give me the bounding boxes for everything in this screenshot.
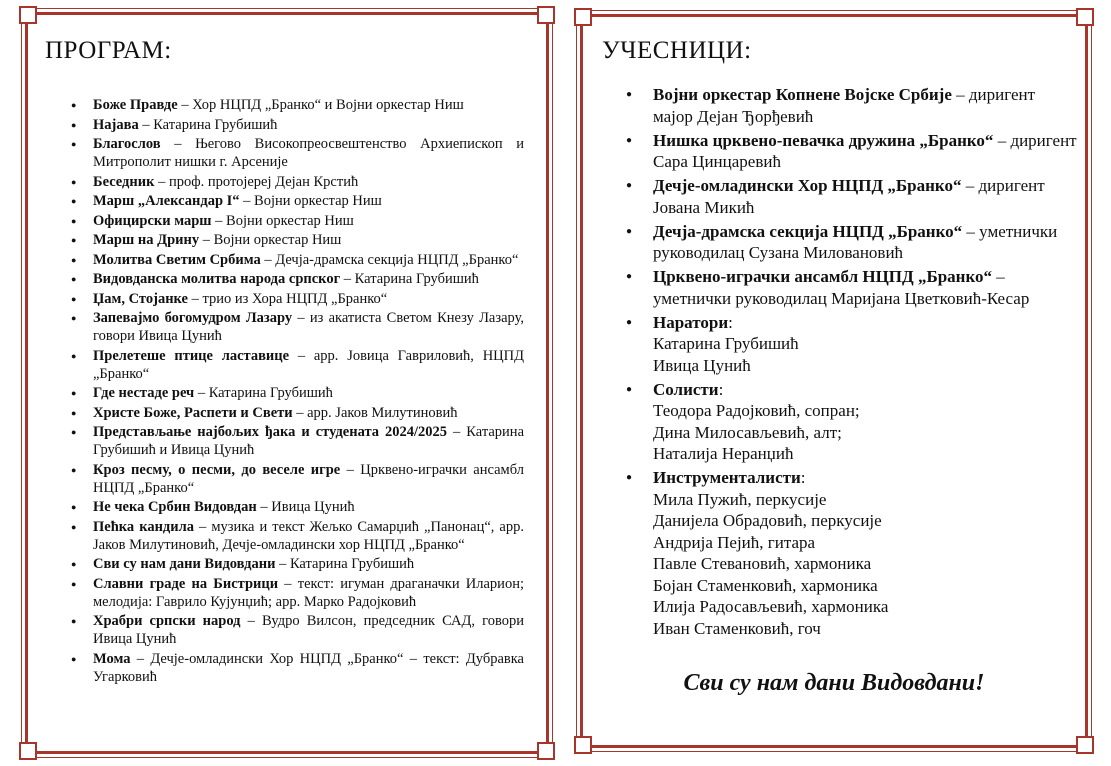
program-heading: ПРОГРАМ: bbox=[45, 37, 172, 64]
program-item-detail: – Дечја-драмска секција НЦПД „Бранко“ bbox=[260, 251, 519, 268]
participant-item-member: Павле Стевановић, хармоника bbox=[653, 554, 872, 573]
program-item-title: Видовданска молитва народа српског bbox=[93, 271, 341, 287]
program-item-title: Пећка кандила bbox=[93, 518, 195, 535]
corner-ornament bbox=[537, 6, 555, 24]
participant-item-member: Данијела Обрадовић, перкусије bbox=[653, 511, 882, 530]
program-item bbox=[71, 212, 524, 230]
program-item-title: Христе Боже, Распети и Свети bbox=[93, 404, 293, 421]
participant-item-member: Катарина Грубишић bbox=[653, 334, 799, 353]
participant-item-member: Илија Радосављевић, хармоника bbox=[653, 597, 889, 616]
participant-item-title: Нишка црквено-певачка дружина „Бранко“ bbox=[653, 130, 994, 150]
program-panel bbox=[25, 12, 549, 754]
program-item bbox=[71, 309, 524, 345]
corner-ornament bbox=[19, 6, 37, 24]
program-item bbox=[71, 173, 524, 191]
corner-ornament bbox=[574, 736, 592, 754]
participants-panel bbox=[580, 14, 1088, 748]
participants-list bbox=[626, 84, 1078, 642]
program-item-detail: – Катарина Грубишић и Ивица Цунић bbox=[93, 424, 525, 458]
program-item-detail: – Дечје-омладински Хор НЦПД „Бранко“ – текст: Дубравка Угарковић bbox=[93, 650, 524, 685]
program-item-detail: – проф. протојереј Дејан Крстић bbox=[154, 173, 359, 190]
program-item bbox=[71, 270, 524, 288]
participant-item bbox=[626, 266, 1078, 309]
participant-item-member: Наталија Неранџић bbox=[653, 444, 794, 463]
program-item bbox=[71, 461, 524, 497]
program-item bbox=[71, 555, 524, 573]
corner-ornament bbox=[1076, 8, 1094, 26]
participant-item-member: Ивица Цунић bbox=[653, 355, 751, 375]
program-item bbox=[71, 116, 524, 134]
program-item-detail: – из акатиста Светом Кнезу Лазару, говори Ивица Цунић bbox=[93, 310, 524, 344]
participant-item-title: Инструменталисти bbox=[653, 468, 801, 487]
participant-item-detail: : bbox=[718, 379, 724, 399]
participant-item bbox=[626, 312, 1078, 377]
program-item-detail: – Катарина Грубишић bbox=[194, 385, 333, 401]
closing-slogan: Сви су нам дани Видовдани! bbox=[683, 670, 985, 696]
program-item-detail: – Катарина Грубишић bbox=[275, 556, 415, 572]
program-list bbox=[71, 96, 524, 687]
program-item bbox=[71, 518, 524, 554]
program-item-detail: – Катарина Грубишић bbox=[340, 271, 479, 287]
program-item-detail: – арр. Јовица Гавриловић, НЦПД „Бранко“ bbox=[93, 347, 525, 382]
program-item bbox=[71, 231, 524, 249]
participant-item-detail: – диригент мајор Дејан Ђорђевић bbox=[653, 85, 1036, 126]
participant-item-title: Дечје-омладински Хор НЦПД „Бранко“ bbox=[653, 176, 962, 195]
program-item bbox=[71, 135, 524, 171]
program-item-title: Где нестаде реч bbox=[93, 385, 195, 401]
corner-ornament bbox=[537, 742, 555, 760]
participant-item-member: Теодора Радојковић, сопран; bbox=[653, 401, 860, 420]
program-item-title: Не чека Србин Видовдан bbox=[93, 499, 257, 515]
participant-item-detail: – уметнички руководилац Маријана Цветковић-Кесар bbox=[653, 267, 1030, 308]
program-item-title: Најава bbox=[93, 116, 139, 133]
participant-item-member: Дина Милосављевић, алт; bbox=[653, 422, 842, 442]
participant-item-title: Црквено-играчки ансамбл НЦПД „Бранко“ bbox=[653, 267, 993, 286]
participant-item-detail: – уметнички руководилац Сузана Миловановић bbox=[653, 221, 1058, 262]
program-item-title: Запевајмо богомудром Лазару bbox=[93, 310, 293, 326]
participants-heading: УЧЕСНИЦИ: bbox=[602, 37, 752, 64]
program-item-title: Марш на Дрину bbox=[93, 232, 200, 248]
participant-item-detail: : bbox=[728, 312, 733, 332]
program-item bbox=[71, 612, 524, 648]
program-item-title: Марш „Александар I“ bbox=[93, 193, 240, 209]
participant-item bbox=[626, 467, 1078, 639]
participant-item-member: Иван Стаменковић, гоч bbox=[653, 618, 821, 638]
program-item bbox=[71, 192, 524, 210]
program-item bbox=[71, 498, 524, 516]
program-item-title: Џам, Стојанке bbox=[93, 290, 188, 307]
program-item-detail: – Војни оркестар Ниш bbox=[211, 212, 354, 229]
program-item-detail: – трио из Хора НЦПД „Бранко“ bbox=[187, 290, 388, 307]
program-item-title: Благослов bbox=[93, 136, 161, 152]
program-item bbox=[71, 423, 524, 459]
program-item-title: Славни граде на Бистрици bbox=[93, 575, 279, 592]
corner-ornament bbox=[574, 8, 592, 26]
program-item bbox=[71, 290, 524, 308]
program-item bbox=[71, 404, 524, 422]
participant-item-member: Мила Пужић, перкусије bbox=[653, 489, 827, 509]
program-item-detail: – Катарина Грубишић bbox=[138, 116, 278, 133]
program-item bbox=[71, 575, 524, 611]
program-item bbox=[71, 96, 524, 114]
program-item-detail: – текст: игуман драганачки Иларион; мелодија: Гаврило Кујунџић; арр. Марко Радојковић bbox=[93, 575, 524, 610]
participant-item bbox=[626, 221, 1078, 264]
program-item bbox=[71, 384, 524, 402]
program-item-title: Молитва Светим Србима bbox=[93, 251, 261, 268]
program-item-title: Сви су нам дани Видовдани bbox=[93, 556, 276, 572]
participant-item bbox=[626, 130, 1078, 173]
program-item-title: Боже Правде bbox=[93, 97, 178, 113]
participant-item bbox=[626, 379, 1078, 465]
program-item-detail: – арр. Јаков Милутиновић bbox=[292, 404, 458, 421]
program-item bbox=[71, 347, 524, 383]
program-item-detail: – Вудро Вилсон, председник САД, говори Ивица Цунић bbox=[93, 613, 524, 647]
program-item-title: Храбри српски народ bbox=[93, 613, 241, 629]
corner-ornament bbox=[19, 742, 37, 760]
participant-item-title: Солисти bbox=[653, 379, 719, 399]
participant-item-detail: – диригент Јована Микић bbox=[653, 176, 1045, 217]
program-item bbox=[71, 650, 524, 686]
program-item-detail: – музика и текст Жељко Самарџић „Панонац“, арр. Јаков Милутиновић, Дечје-омладински хор НЦПД „Бранко“ bbox=[93, 518, 524, 553]
participant-item-title: Наратори bbox=[653, 312, 729, 332]
participant-item-detail: : bbox=[800, 468, 806, 487]
program-item-title: Кроз песму, о песми, до веселе игре bbox=[93, 461, 341, 478]
participant-item-member: Андрија Пејић, гитара bbox=[653, 532, 816, 552]
participant-item-detail: – диригент Сара Цинцаревић bbox=[653, 130, 1077, 171]
program-item-title: Прелетеше птице ластавице bbox=[93, 347, 290, 364]
program-item-detail: – Војни оркестар Ниш bbox=[239, 193, 382, 209]
program-item-title: Беседник bbox=[93, 173, 155, 190]
program-item-title: Официрски марш bbox=[93, 212, 212, 229]
participant-item-title: Војни оркестар Копнене Војске Србије bbox=[653, 85, 952, 104]
participant-item-title: Дечја-драмска секција НЦПД „Бранко“ bbox=[653, 221, 963, 241]
program-item bbox=[71, 251, 524, 269]
program-item-detail: – Његово Високопреосвештенство Архиепископ и Митрополит нишки г. Арсеније bbox=[93, 136, 524, 170]
corner-ornament bbox=[1076, 736, 1094, 754]
program-item-detail: – Црквено-играчки ансамбл НЦПД „Бранко“ bbox=[93, 461, 524, 496]
program-item-detail: – Војни оркестар Ниш bbox=[199, 232, 342, 248]
program-item-title: Представљање најбољих ђака и студената 2024/2025 bbox=[93, 424, 448, 440]
program-item-title: Мома bbox=[93, 650, 131, 667]
participant-item-member: Бојан Стаменковић, хармоника bbox=[653, 575, 878, 595]
participant-item bbox=[626, 84, 1078, 127]
participant-item bbox=[626, 175, 1078, 218]
program-item-detail: – Хор НЦПД „Бранко“ и Војни оркестар Ниш bbox=[177, 97, 464, 113]
program-item-detail: – Ивица Цунић bbox=[256, 499, 355, 515]
